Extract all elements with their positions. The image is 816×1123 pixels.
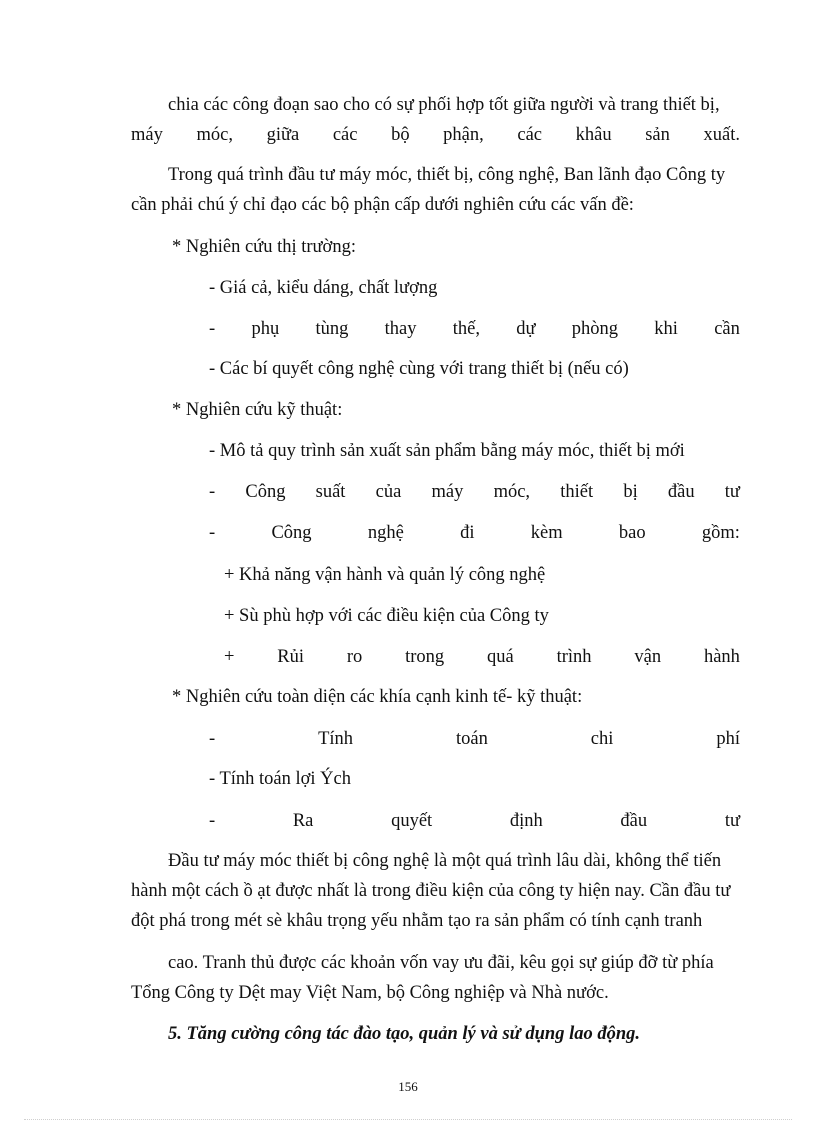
word: quá <box>487 647 514 667</box>
word: bị <box>623 482 638 502</box>
page-bottom-divider <box>24 1119 792 1120</box>
word: dự <box>516 319 536 339</box>
word: các <box>332 125 358 145</box>
text-line: Trong quá trình đầu tư máy móc, thiết bị, công nghệ, Ban lãnh đạo Công ty <box>168 165 726 185</box>
sub-list-item: + Khả năng vận hành và quản lý công nghệ <box>224 565 546 585</box>
word: - <box>209 729 216 749</box>
word: sản <box>645 125 670 145</box>
word: Ra <box>292 811 314 831</box>
word: định <box>509 811 543 831</box>
word: trong <box>405 647 445 667</box>
text-line-justified <box>131 124 740 146</box>
word: Công <box>245 482 286 502</box>
word: các <box>517 125 543 145</box>
word: phận, <box>443 125 484 145</box>
word: máy <box>431 482 464 502</box>
sub-list-item: + Sù phù hợp với các điều kiện của Công ty <box>224 606 549 626</box>
word: Rủi <box>277 647 305 667</box>
list-item-justified <box>209 522 740 544</box>
word: của <box>375 482 402 502</box>
text-line: cần phải chú ý chỉ đạo các bộ phận cấp dưới nghiên cứu các vấn đề: <box>131 195 634 215</box>
word: phòng <box>571 319 619 339</box>
word: khi <box>654 319 678 339</box>
bullet-heading: * Nghiên cứu thị trường: <box>172 237 356 257</box>
word: phụ <box>251 319 280 339</box>
word: trình <box>556 647 592 667</box>
word: Công <box>271 523 312 543</box>
bullet-heading: * Nghiên cứu toàn diện các khía cạnh kinh tế- kỹ thuật: <box>172 687 583 707</box>
word: đầu <box>667 482 695 502</box>
word: móc, <box>196 125 233 145</box>
word: thiết <box>560 482 594 502</box>
list-item-justified <box>209 728 740 750</box>
word: tư <box>724 811 740 831</box>
page-number: 156 <box>398 1079 418 1094</box>
list-item: - Các bí quyết công nghệ cùng với trang thiết bị (nếu có) <box>209 359 629 379</box>
word: giữa <box>266 125 300 145</box>
sub-list-item-justified <box>224 646 740 668</box>
word: đầu <box>620 811 648 831</box>
list-item: - Mô tả quy trình sản xuất sản phẩm bằng máy móc, thiết bị mới <box>209 441 685 461</box>
list-item-justified <box>209 318 740 340</box>
word: - <box>209 811 216 831</box>
word: Tính <box>318 729 354 749</box>
word: quyết <box>391 811 433 831</box>
word: khâu <box>575 125 612 145</box>
text-line: đột phá trong mét sè khâu trọng yếu nhằm tạo ra sản phẩm có tính cạnh tranh <box>131 911 703 931</box>
word: bao <box>618 523 646 543</box>
word: nghệ <box>367 523 404 543</box>
word: móc, <box>493 482 531 502</box>
text-line: cao. Tranh thủ được các khoản vốn vay ưu đãi, kêu gọi sự giúp đỡ từ phía <box>168 953 714 973</box>
word: - <box>209 319 216 339</box>
text-line: chia các công đoạn sao cho có sự phối hợp tốt giữa người và trang thiết bị, <box>168 95 720 115</box>
list-item-justified <box>209 810 740 832</box>
word: ro <box>346 647 363 667</box>
word: kèm <box>530 523 563 543</box>
word: cần <box>714 319 740 339</box>
word: thay <box>384 319 417 339</box>
word: tùng <box>315 319 349 339</box>
word: gồm: <box>701 523 740 543</box>
word: - <box>209 482 216 502</box>
word: - <box>209 523 216 543</box>
word: bộ <box>391 125 410 145</box>
bullet-heading: * Nghiên cứu kỹ thuật: <box>172 400 343 420</box>
word: toán <box>456 729 488 749</box>
text-line: Tổng Công ty Dệt may Việt Nam, bộ Công nghiệp và Nhà nước. <box>131 983 609 1003</box>
list-item: - Tính toán lợi Ých <box>209 769 352 789</box>
text-line: Đầu tư máy móc thiết bị công nghệ là một quá trình lâu dài, không thể tiến <box>168 851 722 871</box>
word: vận <box>634 647 662 667</box>
word: thế, <box>452 319 480 339</box>
word: + <box>224 647 235 667</box>
word: hành <box>703 647 740 667</box>
word: tư <box>724 482 740 502</box>
word: xuất. <box>703 125 740 145</box>
word: phí <box>716 729 740 749</box>
list-item: - Giá cả, kiểu dáng, chất lượng <box>209 278 438 298</box>
text-line: hành một cách ồ ạt được nhất là trong điều kiện của công ty hiện nay. Cần đầu tư <box>131 881 731 901</box>
list-item-justified <box>209 481 740 503</box>
section-heading: 5. Tăng cường công tác đào tạo, quản lý và sử dụng lao động. <box>168 1024 641 1044</box>
word: đi <box>460 523 475 543</box>
word: máy <box>131 125 163 145</box>
word: suất <box>315 482 346 502</box>
word: chi <box>590 729 614 749</box>
